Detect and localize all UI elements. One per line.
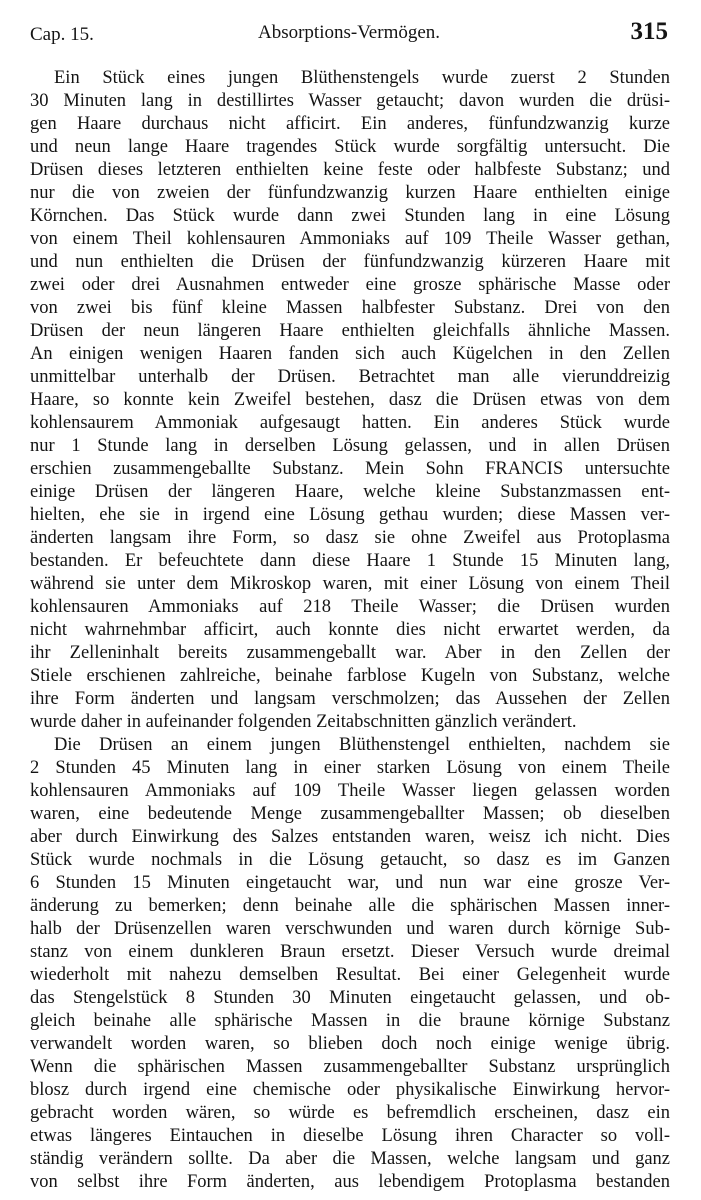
chapter-label: Cap. 15. <box>30 24 94 45</box>
text-line: unmittelbar unterhalb der Drüsen. Betrachtet man alle vierunddreizig <box>30 367 670 387</box>
text-line: und neun lange Haare tragendes Stück wurde sorgfältig untersucht. Die <box>30 137 670 157</box>
text-line: gen Haare durchaus nicht afficirt. Ein anderes, fünfundzwanzig kurze <box>30 114 670 134</box>
text-line: Wenn die sphärischen Massen zusammengeballter Substanz ursprünglich <box>30 1057 670 1077</box>
text-line: 2 Stunden 45 Minuten lang in einer starken Lösung von einem Theile <box>30 758 670 778</box>
text-line: während sie unter dem Mikroskop waren, mit einer Lösung von einem Theil <box>30 574 670 594</box>
text-line: von einem Theil kohlensauren Ammoniaks auf 109 Theile Wasser gethan, <box>30 229 670 249</box>
text-line: gleich beinahe alle sphärische Massen in die braune körnige Substanz <box>30 1011 670 1031</box>
text-line: kohlensaurem Ammoniak aufgesaugt hatten. Ein anderes Stück wurde <box>30 413 670 433</box>
text-line: ihre Form änderten und langsam verschmolzen; das Aussehen der Zellen <box>30 689 670 709</box>
text-line: kohlensauren Ammoniaks auf 218 Theile Wasser; die Drüsen wurden <box>30 597 670 617</box>
text-line: 30 Minuten lang in destillirtes Wasser getaucht; davon wurden die drüsi- <box>30 91 670 111</box>
text-line: zwei oder drei Ausnahmen entweder eine grosze sphärische Masse oder <box>30 275 670 295</box>
text-line: nur 1 Stunde lang in derselben Lösung gelassen, und in allen Drüsen <box>30 436 670 456</box>
text-line: gebracht worden wären, so würde es befremdlich erscheinen, dasz ein <box>30 1103 670 1123</box>
text-line: Drüsen der neun längeren Haare enthielten gleichfalls ähnliche Massen. <box>30 321 670 341</box>
text-line: Die Drüsen an einem jungen Blüthenstengel enthielten, nachdem sie <box>54 735 670 755</box>
text-line: ständig verändern sollte. Da aber die Massen, welche langsam und ganz <box>30 1149 670 1169</box>
body-text <box>30 67 670 1194</box>
text-line: Stiele erschienen zahlreiche, beinahe farblose Kugeln von Substanz, welche <box>30 666 670 686</box>
text-line: waren, eine bedeutende Menge zusammengeballter Massen; ob dieselben <box>30 804 670 824</box>
text-line: nicht wahrnehmbar afficirt, auch konnte dies nicht erwartet werden, da <box>30 620 670 640</box>
paragraph <box>30 734 670 1194</box>
text-line: verwandelt worden waren, so blieben doch noch einige wenige übrig. <box>30 1034 670 1054</box>
running-title: Absorptions-Vermögen. <box>257 22 441 43</box>
text-line: erschien zusammengeballte Substanz. Mein Sohn FRANCIS untersuchte <box>30 459 670 479</box>
text-line: Haare, so konnte kein Zweifel bestehen, dasz die Drüsen etwas von dem <box>30 390 670 410</box>
text-line: blosz durch irgend eine chemische oder physikalische Einwirkung hervor- <box>30 1080 670 1100</box>
text-line: An einigen wenigen Haaren fanden sich auch Kügelchen in den Zellen <box>30 344 670 364</box>
text-line: das Stengelstück 8 Stunden 30 Minuten eingetaucht gelassen, und ob- <box>30 988 670 1008</box>
text-line: Drüsen dieses letzteren enthielten keine feste oder halbfeste Substanz; und <box>30 160 670 180</box>
text-line: von zwei bis fünf kleine Massen halbfester Substanz. Drei von den <box>30 298 670 318</box>
text-line: von selbst ihre Form änderten, aus lebendigem Protoplasma bestanden <box>30 1172 670 1192</box>
text-line: aber durch Einwirkung des Salzes entstanden waren, weisz ich nicht. Dies <box>30 827 670 847</box>
text-line: ihr Zelleninhalt bereits zusammengeballt war. Aber in den Zellen der <box>30 643 670 663</box>
text-line: wiederholt mit nahezu demselben Resultat. Bei einer Gelegenheit wurde <box>30 965 670 985</box>
text-line: änderung zu bemerken; denn beinahe alle die sphärischen Massen inner- <box>30 896 670 916</box>
text-line: änderten langsam ihre Form, so dasz sie ohne Zweifel aus Protoplasma <box>30 528 670 548</box>
text-line: wurde daher in aufeinander folgenden Zeitabschnitten gänzlich verändert. <box>30 712 577 732</box>
page-header <box>30 18 668 50</box>
text-line: Ein Stück eines jungen Blüthenstengels wurde zuerst 2 Stunden <box>54 68 670 88</box>
text-line: 6 Stunden 15 Minuten eingetaucht war, und nun war eine grosze Ver- <box>30 873 670 893</box>
text-line: halb der Drüsenzellen waren verschwunden und waren durch körnige Sub- <box>30 919 670 939</box>
text-line: kohlensauren Ammoniaks auf 109 Theile Wasser liegen gelassen worden <box>30 781 670 801</box>
text-line: Körnchen. Das Stück wurde dann zwei Stunden lang in eine Lösung <box>30 206 670 226</box>
text-line: und nun enthielten die Drüsen der fünfundzwanzig kürzeren Haare mit <box>30 252 670 272</box>
text-line: nur die von zweien der fünfundzwanzig kurzen Haare enthielten einige <box>30 183 670 203</box>
text-line: Stück wurde nochmals in die Lösung getaucht, so dasz es im Ganzen <box>30 850 670 870</box>
paragraph <box>30 67 670 734</box>
text-line: stanz von einem dunkleren Braun ersetzt. Dieser Versuch wurde dreimal <box>30 942 670 962</box>
text-line: bestanden. Er befeuchtete dann diese Haare 1 Stunde 15 Minuten lang, <box>30 551 670 571</box>
text-line: einige Drüsen der längeren Haare, welche kleine Substanzmassen ent- <box>30 482 670 502</box>
text-line: hielten, ehe sie in irgend eine Lösung gethau wurden; diese Massen ver- <box>30 505 670 525</box>
text-line: etwas längeres Eintauchen in dieselbe Lösung ihren Character so voll- <box>30 1126 670 1146</box>
page-number: 315 <box>630 18 668 45</box>
